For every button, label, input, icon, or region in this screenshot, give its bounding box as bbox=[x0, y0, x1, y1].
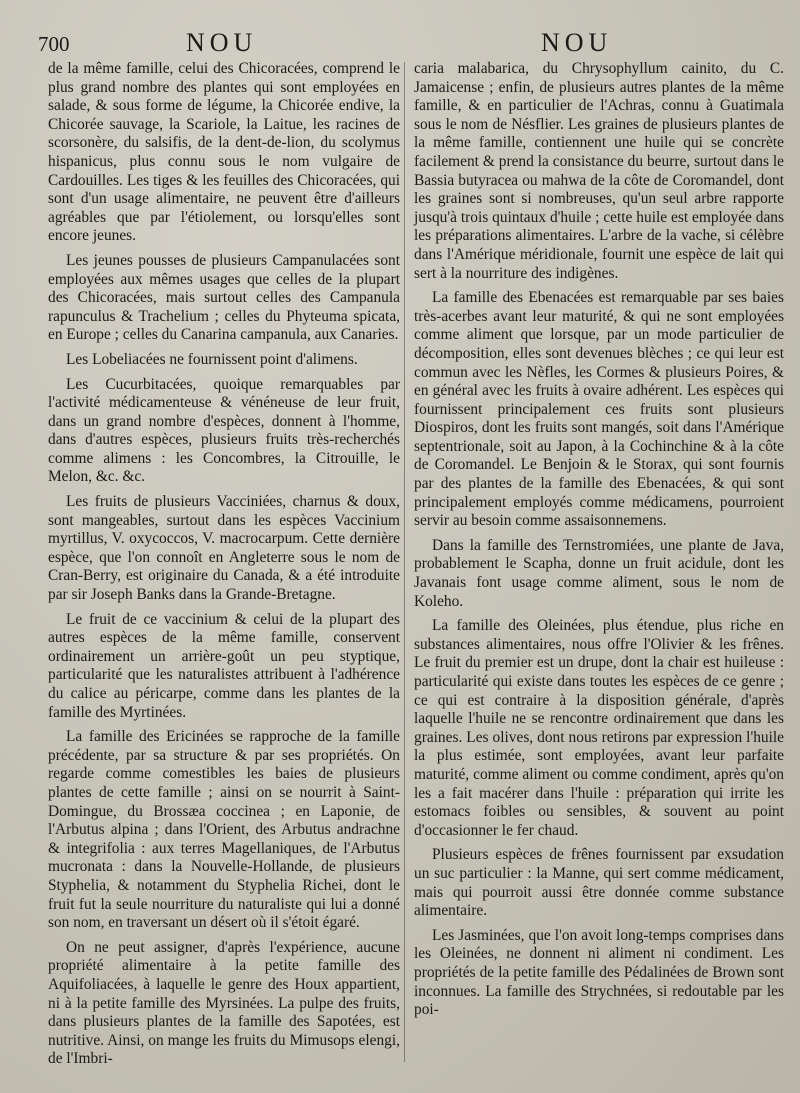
paragraph: La famille des Oleinées, plus étendue, plus riche en substances alimentaires, nous offre l'Olivier & les frênes. Le fruit du premier est un drupe, dont la chair est huileuse : particularité qui existe dans toutes les espèces de ce genre ; ce qui est contraire à la disposition générale, d'après laquelle l'huile ne se rencontre ordinairement que dans les graines. Les olives, dont nous retirons par expression l'huile la plus estimée, sont employées, avant leur parfaite maturité, comme aliment ou comme condiment, après qu'on les a fait macérer dans l'huile : préparation qui irrite les estomacs foibles ou sensibles, & souvent au point d'occasionner le fer chaud. bbox=[414, 617, 784, 839]
paragraph: Les jeunes pousses de plusieurs Campanulacées sont employées aux mêmes usages que celles de la plupart des Chicoracées, mais surtout celles des Campanula rapunculus & Trachelium ; celles du Phyteuma spicata, en Europe ; celles du Canarina campanula, aux Canaries. bbox=[48, 251, 400, 344]
paragraph: Les fruits de plusieurs Vacciniées, charnus & doux, sont mangeables, surtout dans les espèces Vaccinium myrtillus, V. oxycoccos, V. macrocarpum. Cette dernière espèce, que l'on connoît en Angleterre sous le nom de Cran-Berry, est originaire du Canada, & a été introduite par sir Joseph Banks dans la Grande-Bretagne. bbox=[48, 493, 400, 604]
paragraph: Les Jasminées, que l'on avoit long-temps comprises dans les Oleinées, ne donnent ni aliment ni condiment. Les propriétés de la petite famille des Pédalinées de Brown sont inconnues. La famille des Strychnées, si redoutable par les poi- bbox=[414, 926, 784, 1019]
paragraph: Les Cucurbitacées, quoique remarquables par l'activité médicamenteuse & vénéneuse de leur fruit, dans un grand nombre d'espèces, donnent à l'homme, dans d'autres espèces, plusieurs fruits très-recherchés comme alimens : les Concombres, la Citrouille, le Melon, &c. &c. bbox=[48, 375, 400, 486]
column-divider bbox=[404, 62, 405, 1062]
paragraph: Les Lobeliacées ne fournissent point d'alimens. bbox=[66, 350, 358, 368]
paragraph: Dans la famille des Ternstromiées, une plante de Java, probablement le Scapha, donne un fruit acidule, dont les Javanais font usage comme aliment, sous le nom de Koleho. bbox=[414, 536, 784, 610]
right-column bbox=[414, 60, 784, 1026]
paragraph: La famille des Ericinées se rapproche de la famille précédente, par sa structure & par ses propriétés. On regarde comme comestibles les baies de plusieurs plantes de cette famille ; ainsi on se nourrit à Saint-Domingue, du Brossæa coccinea ; en Laponie, de l'Arbutus alpina ; dans l'Orient, des Arbutus andrachne & integrifolia : aux terres Magellaniques, de l'Arbutus mucronata : dans la Nouvelle-Hollande, de plusieurs Styphelia, & notamment du Styphelia Richei, dont le fruit fut la seule nourriture du naturaliste qui lui a donné son nom, en traversant un désert où il s'étoit égaré. bbox=[48, 728, 400, 932]
page-number: 700 bbox=[38, 32, 70, 56]
paragraph: La famille des Ebenacées est remarquable par ses baies très-acerbes avant leur maturité, & qui ne sont employées comme aliment que lorsque, par un mode particulier de décomposition, elles sont devenues blèches ; ce qui leur est commun avec les Nèfles, les Cormes & plusieurs Poires, & en général avec les fruits à ovaire adhérent. Les espèces qui fournissent principalement ces fruits sont plusieurs Diospiros, dont les fruits sont mangés, soit dans l'Amérique septentrionale, soit au Japon, à la Cochinchine & à la côte de Coromandel. Le Benjoin & le Storax, qui sont fournis par des plantes de la famille des Ebenacées, & qui sont principalement employés comme médicamens, pourroient servir au besoin comme assaisonnemens. bbox=[414, 289, 784, 530]
paragraph: caria malabarica, du Chrysophyllum cainito, du C. Jamaicense ; enfin, de plusieurs autres plantes de la même famille, & en particulier de l'Achras, connu à Guatimala sous le nom de Nésflier. Les graines de plusieurs plantes de la même famille, contiennent une huile qui se concrète facilement & prend la consistance du beurre, surtout dans le Bassia butyracea ou mahwa de la côte de Coromandel, dont les graines sont si nombreuses, qu'un seul arbre rapporte jusqu'à trois quintaux d'huile ; cette huile est employée dans les préparations alimentaires. L'arbre de la vache, si célèbre dans l'Amérique méridionale, fournit une espèce de lait qui sert à la nourriture des indigènes. bbox=[414, 60, 784, 282]
paragraph: Plusieurs espèces de frênes fournissent par exsudation un suc particulier : la Manne, qui sert comme médicament, mais qui pourroit aussi être donnée comme substance alimentaire. bbox=[414, 846, 784, 920]
paragraph: de la même famille, celui des Chicoracées, comprend le plus grand nombre des plantes qui sont employées en salade, & sous forme de légume, la Chicorée endive, la Chicorée sauvage, la Scariole, la Laitue, les racines de scorsonère, du salsifis, de la dent-de-lion, du scolymus hispanicus, plus connu sous le nom vulgaire de Cardouilles. Les tiges & les feuilles des Chicoracées, qui sont d'un usage alimentaire, ne peuvent être d'ailleurs agréables que par l'étiolement, ou lorsqu'elles sont encore jeunes. bbox=[48, 60, 400, 245]
running-head-right: NOU bbox=[541, 28, 613, 57]
paragraph: On ne peut assigner, d'après l'expérience, aucune propriété alimentaire à la petite famille des Aquifoliacées, à laquelle le genre des Houx appartient, ni à la petite famille des Myrsinées. La pulpe des fruits, dans plusieurs plantes de la famille des Sapotées, est nutritive. Ainsi, on mange les fruits du Mimusops elengi, de l'Imbri- bbox=[48, 938, 400, 1068]
left-column bbox=[48, 60, 400, 1075]
running-head-left: NOU bbox=[186, 28, 258, 57]
page-header bbox=[0, 28, 800, 58]
paragraph: Le fruit de ce vaccinium & celui de la plupart des autres espèces de la même famille, conservent ordinairement un arrière-goût un peu styptique, particularité que les naturalistes attribuent à l'adhérence du calice au péricarpe, comme dans les plantes de la famille des Myrtinées. bbox=[48, 610, 400, 721]
